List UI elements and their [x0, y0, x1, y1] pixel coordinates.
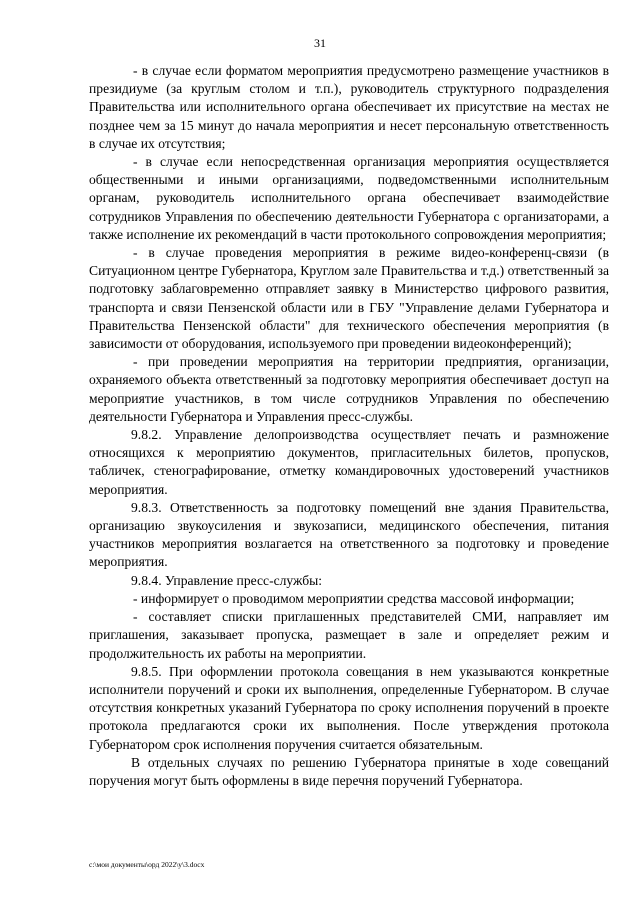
paragraph-press-informs: - информирует о проводимом мероприятии средства массовой информации; — [133, 590, 575, 606]
paragraph-9-8-2: 9.8.2. Управление делопроизводства осуществляет печать и размножение относящихся к мероприятию документов, пригласительных билетов, пропусков, табличек, стенографирование, отметку командировочных удостоверений участников мероприятия. — [89, 427, 609, 497]
paragraph-public-organizations: - в случае если непосредственная организация мероприятия осуществляется общественными и иными организациями, подведомственными исполнительным органам, руководитель исполнительного органа обеспечивает взаимодействие сотрудников Управления по обеспечению деятельности Губернатора с организаторами, а также исполнение их рекомендаций в части протокольного сопровождения мероприятия; — [89, 154, 609, 242]
paragraph-video-conference: - в случае проведения мероприятия в режиме видео-конференц-связи (в Ситуационном центре Губернатора, Круглом зале Правительства и т.д.) ответственный за подготовку заблаговременно отправляет заявку в Министерство цифрового развития, транспорта и связи Пензенской области или в ГБУ "Управление делами Губернатора и Правительства Пензенской области" для технического обеспечения мероприятия (в зависимости от оборудования, используемого при проведении видеоконференций); — [89, 245, 609, 352]
footer-file-path: c:\мои документы\орд 2022\у\3.docx — [89, 860, 205, 869]
paragraph-9-8-4: 9.8.4. Управление пресс-службы: — [131, 572, 323, 588]
paragraph-9-8-3: 9.8.3. Ответственность за подготовку помещений вне здания Правительства, организацию звукоусиления и звукозаписи, медицинского обеспечения, питания участников мероприятия возлагается на ответственного за подготовку и проведение мероприятия. — [89, 499, 609, 570]
paragraph-9-8-5: 9.8.5. При оформлении протокола совещания в нем указываются конкретные исполнители поручений и сроки их выполнения, определенные Губернатором. В случае отсутствия конкретных указаний Губернатора по сроку исполнения поручений в проекте протокола предлагаются сроки их выполнения. После утверждения протокола Губернатором срок исполнения поручения считается обязательным. — [89, 663, 609, 752]
paragraph-special-cases: В отдельных случаях по решению Губернатора принятые в ходе совещаний поручения могут быть оформлены в виде перечня поручений Губернатора. — [89, 754, 609, 788]
paragraph-presidium: - в случае если форматом мероприятия предусмотрено размещение участников в президиуме (за круглым столом и т.п.), руководитель структурного подразделения Правительства или исполнительного органа обеспечивает их присутствие на местах не позднее чем за 15 минут до начала мероприятия и несет персональную ответственность в случае их отсутствия; — [89, 63, 609, 151]
document-body — [89, 62, 609, 790]
paragraph-enterprise-territory: - при проведении мероприятия на территории предприятия, организации, охраняемого объекта ответственный за подготовку мероприятия обеспечивает доступ на мероприятие участников, в том числе сотрудников Управления по обеспечению деятельности Губернатора и Управления пресс-службы. — [89, 354, 609, 424]
paragraph-press-lists: - составляет списки приглашенных представителей СМИ, направляет им приглашения, заказывает пропуска, размещает в зале и определяет режим и продолжительность их работы на мероприятии. — [89, 609, 609, 661]
page-number: 31 — [314, 36, 326, 50]
